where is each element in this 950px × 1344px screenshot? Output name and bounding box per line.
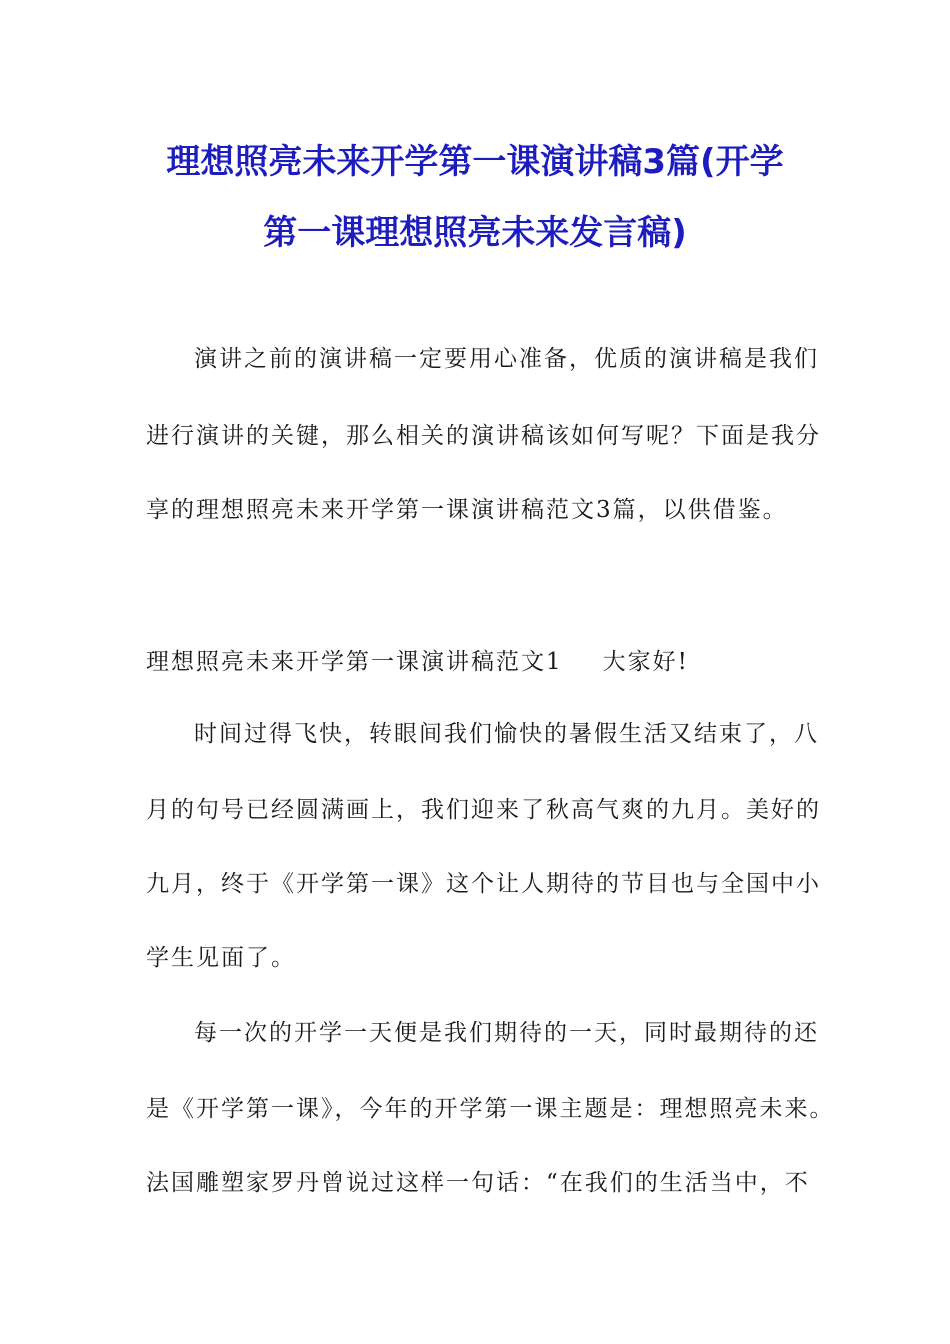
intro-line-2: 进行演讲的关键，那么相关的演讲稿该如何写呢？下面是我分 [146, 423, 821, 449]
intro-line-1: 演讲之前的演讲稿一定要用心准备，优质的演讲稿是我们 [194, 346, 819, 372]
greeting: 大家好! [602, 649, 689, 675]
paragraph-2-line-3: 法国雕塑家罗丹曾说过这样一句话：“在我们的生活当中，不 [146, 1170, 810, 1196]
document-title-line-1: 理想照亮未来开学第一课演讲稿3篇(开学 [166, 142, 784, 182]
document-title-line-2: 第一课理想照亮未来发言稿) [263, 213, 687, 253]
intro-line-3: 享的理想照亮未来开学第一课演讲稿范文3篇，以供借鉴。 [146, 497, 788, 523]
paragraph-1-line-2: 月的句号已经圆满画上，我们迎来了秋高气爽的九月。美好的 [146, 797, 821, 823]
section-heading-row [146, 647, 689, 677]
paragraph-2-line-2: 是《开学第一课》，今年的开学第一课主题是：理想照亮未来。 [146, 1096, 835, 1122]
section-heading: 理想照亮未来开学第一课演讲稿范文1 [146, 649, 563, 675]
paragraph-2-line-1: 每一次的开学一天便是我们期待的一天，同时最期待的还 [194, 1020, 819, 1046]
paragraph-1-line-4: 学生见面了。 [146, 945, 296, 971]
paragraph-1-line-1: 时间过得飞快，转眼间我们愉快的暑假生活又结束了，八 [194, 721, 819, 747]
paragraph-1-line-3: 九月，终于《开学第一课》这个让人期待的节目也与全国中小 [146, 871, 821, 897]
